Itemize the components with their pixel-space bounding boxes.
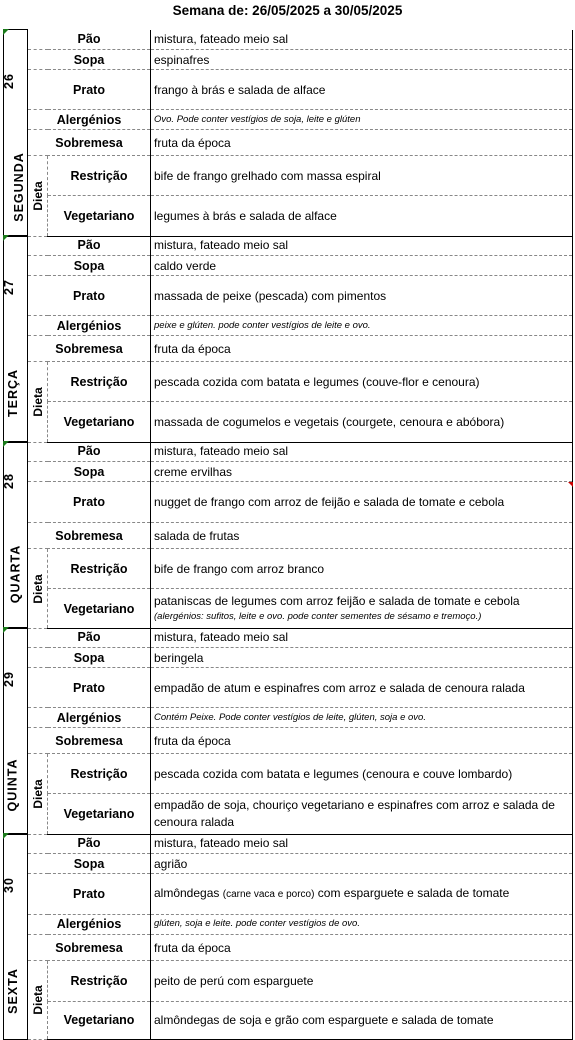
label-pao: Pão — [28, 834, 151, 854]
value-pao: mistura, fateado meio sal — [151, 236, 573, 256]
value-vegetariano: almôndegas de soja e grão com esparguete e salada de tomate — [151, 1001, 573, 1039]
day-number: 30 — [1, 877, 16, 893]
label-alergenios: Alergénios — [28, 110, 151, 130]
label-vegetariano: Vegetariano — [48, 196, 151, 237]
day-column — [1, 236, 28, 443]
vegetariano-note: (alergénios: sufitos, leite e ovo. pode conter sementes de sésamo e tremoço.) — [154, 610, 482, 622]
label-dieta — [28, 754, 48, 835]
label-vegetariano: Vegetariano — [48, 1001, 151, 1039]
day-name: TERÇA — [6, 368, 21, 418]
label-restricao: Restrição — [48, 362, 151, 402]
day-name: QUINTA — [5, 758, 20, 812]
label-alergenios: Alergénios — [28, 708, 151, 728]
vegetariano-text: pataniscas de legumes com arroz feijão e salada de tomate e cebola — [154, 593, 520, 608]
day-block-28 — [3, 441, 573, 628]
day-block-30 — [3, 833, 573, 1040]
value-alergenios: Contém Peixe. Pode conter vestígios de leite, glúten, soja e ovo. — [151, 708, 573, 728]
dieta-text: Dieta — [30, 387, 45, 417]
value-alergenios: glúten, soja e leite. pode conter vestígios de ovo. — [151, 914, 573, 934]
value-prato: empadão de atum e espinafres com arroz e salada de cenoura ralada — [151, 668, 573, 708]
day-column — [1, 628, 28, 835]
value-sobremesa: fruta da época — [151, 336, 573, 362]
value-vegetariano: empadão de soja, chouriço vegetariano e espinafres com arroz e salada de cenoura ralada — [151, 794, 573, 835]
label-dieta — [28, 961, 48, 1040]
dieta-text: Dieta — [30, 573, 45, 604]
day-number: 27 — [1, 279, 16, 295]
label-pao: Pão — [28, 30, 151, 50]
dieta-text: Dieta — [30, 779, 45, 809]
value-restricao: bife de frango com arroz branco — [151, 549, 573, 589]
value-sobremesa: fruta da época — [151, 934, 573, 960]
value-sobremesa: salada de frutas — [151, 523, 573, 549]
label-sobremesa: Sobremesa — [28, 130, 151, 156]
label-prato: Prato — [28, 874, 151, 914]
day-number: 26 — [1, 73, 16, 89]
label-restricao: Restrição — [48, 549, 151, 589]
value-restricao: pescada cozida com batata e legumes (couve-flor e cenoura) — [151, 362, 573, 402]
value-restricao: peito de perú com esparguete — [151, 961, 573, 1001]
label-sopa: Sopa — [28, 462, 151, 482]
value-prato — [151, 874, 573, 914]
label-pao: Pão — [28, 628, 151, 648]
label-sobremesa: Sobremesa — [28, 523, 151, 549]
value-prato: massada de peixe (pescada) com pimentos — [151, 276, 573, 316]
dieta-text: Dieta — [30, 181, 45, 211]
comment-marker — [568, 482, 573, 487]
value-vegetariano — [151, 589, 573, 629]
value-sobremesa: fruta da época — [151, 130, 573, 156]
value-sopa: beringela — [151, 648, 573, 668]
day-block-27 — [3, 235, 573, 442]
page-title: Semana de: 26/05/2025 a 30/05/2025 — [172, 3, 403, 18]
value-sopa: creme ervilhas — [151, 462, 573, 482]
day-number: 29 — [1, 671, 16, 687]
label-sopa: Sopa — [28, 854, 151, 874]
day-column — [1, 442, 28, 629]
value-pao: mistura, fateado meio sal — [151, 30, 573, 50]
value-sobremesa: fruta da época — [151, 728, 573, 754]
value-restricao: bife de frango grelhado com massa espiral — [151, 156, 573, 196]
label-dieta — [28, 549, 48, 629]
label-sobremesa: Sobremesa — [28, 728, 151, 754]
day-column — [1, 30, 28, 237]
value-prato: nugget de frango com arroz de feijão e salada de tomate e cebola — [151, 482, 573, 523]
day-block-26 — [3, 29, 573, 236]
prato-rest: com esparguete e salada de tomate — [317, 886, 510, 901]
label-sobremesa: Sobremesa — [28, 934, 151, 960]
value-sopa: agrião — [151, 854, 573, 874]
label-prato: Prato — [28, 70, 151, 110]
label-dieta — [28, 156, 48, 237]
label-prato: Prato — [28, 668, 151, 708]
value-pao: mistura, fateado meio sal — [151, 442, 573, 462]
label-sobremesa: Sobremesa — [28, 336, 151, 362]
label-alergenios: Alergénios — [28, 914, 151, 934]
label-restricao: Restrição — [48, 156, 151, 196]
label-dieta — [28, 362, 48, 443]
day-name: SEGUNDA — [11, 152, 26, 222]
prato-main: almôndegas — [154, 886, 220, 901]
day-block-29 — [3, 627, 573, 834]
day-column — [1, 834, 28, 1040]
value-alergenios: peixe e glúten. pode conter vestígios de leite e ovo. — [151, 316, 573, 336]
label-pao: Pão — [28, 442, 151, 462]
label-vegetariano: Vegetariano — [48, 589, 151, 629]
value-prato: frango à brás e salada de alface — [151, 70, 573, 110]
value-alergenios: Ovo. Pode conter vestígios de soja, leite e glúten — [151, 110, 573, 130]
label-alergenios: Alergénios — [28, 316, 151, 336]
value-sopa: espinafres — [151, 50, 573, 70]
label-sopa: Sopa — [28, 256, 151, 276]
value-restricao: pescada cozida com batata e legumes (cenoura e couve lombardo) — [151, 754, 573, 794]
prato-detail: (carne vaca e porco) — [222, 889, 315, 901]
value-sopa: caldo verde — [151, 256, 573, 276]
day-name: QUARTA — [8, 544, 23, 604]
day-number: 28 — [1, 473, 16, 489]
day-name: SEXTA — [5, 968, 20, 1014]
label-prato: Prato — [28, 276, 151, 316]
label-pao: Pão — [28, 236, 151, 256]
label-vegetariano: Vegetariano — [48, 402, 151, 443]
value-vegetariano: legumes à brás e salada de alface — [151, 196, 573, 237]
label-sopa: Sopa — [28, 648, 151, 668]
label-prato: Prato — [28, 482, 151, 523]
label-vegetariano: Vegetariano — [48, 794, 151, 835]
value-pao: mistura, fateado meio sal — [151, 628, 573, 648]
value-vegetariano: massada de cogumelos e vegetais (courgete, cenoura e abóbora) — [151, 402, 573, 443]
dieta-text: Dieta — [30, 985, 45, 1015]
label-sopa: Sopa — [28, 50, 151, 70]
label-restricao: Restrição — [48, 754, 151, 794]
value-pao: mistura, fateado meio sal — [151, 834, 573, 854]
label-restricao: Restrição — [48, 961, 151, 1001]
